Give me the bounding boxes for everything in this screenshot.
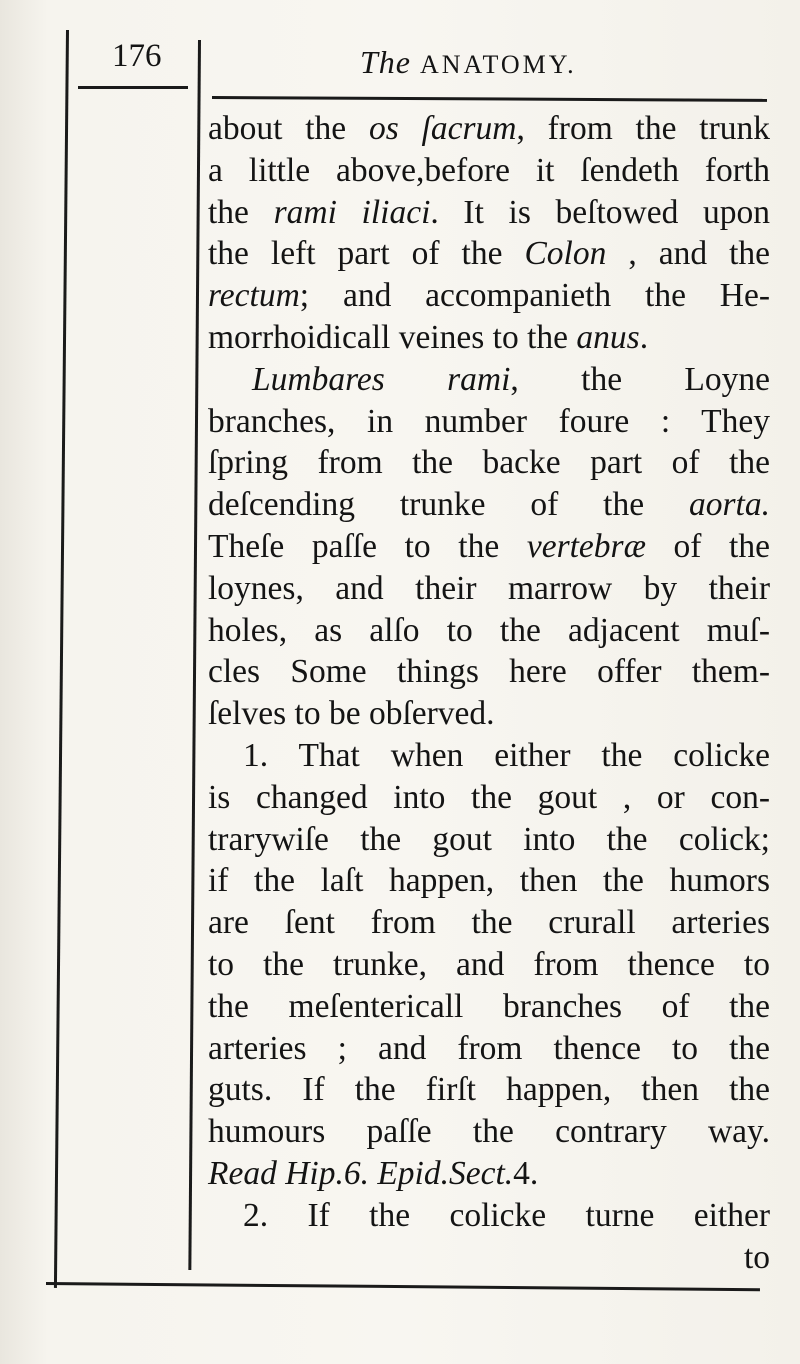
text-line	[208, 150, 770, 192]
italic-text-segment: Read Hip.6. Epid.Sect.	[208, 1154, 514, 1192]
text-segment: trarywiſe the gout into the colick;	[208, 820, 770, 858]
text-segment: a little above,before it ſendeth forth	[208, 151, 770, 189]
text-segment: about the	[208, 110, 369, 147]
text-line	[208, 484, 770, 526]
body-text	[208, 108, 770, 1278]
text-line	[208, 610, 770, 652]
frame-bottom-rule	[46, 1282, 760, 1291]
text-line	[208, 651, 770, 693]
text-line	[208, 777, 770, 819]
text-segment: the	[208, 193, 274, 231]
text-line	[208, 442, 770, 484]
text-segment: the meſentericall branches of the	[208, 987, 770, 1025]
italic-text-segment: os ſacrum	[368, 110, 517, 147]
text-line	[208, 1028, 770, 1070]
text-segment: Theſe paſſe to the	[208, 527, 527, 565]
text-segment: , from the trunk	[516, 110, 770, 147]
text-segment: if the laſt happen, then the humors	[208, 862, 770, 900]
italic-text-segment: vertebræ	[526, 527, 646, 565]
text-segment: cles Some things here offer them-	[208, 653, 770, 691]
text-segment: 4.	[513, 1154, 539, 1192]
text-segment: morrhoidicall veines to the	[208, 318, 577, 356]
italic-text-segment: rectum	[208, 277, 300, 315]
text-segment: holes, as alſo to the adjacent muſ-	[208, 611, 770, 649]
italic-text-segment: anus	[576, 318, 640, 356]
text-line	[208, 860, 770, 902]
text-segment: ; and accompanieth the He-	[299, 277, 770, 315]
text-line	[208, 735, 770, 777]
running-head	[360, 44, 577, 81]
text-line	[208, 1153, 770, 1195]
text-line	[208, 526, 770, 568]
italic-text-segment: Lumbares rami	[252, 360, 511, 398]
running-head-prefix: The	[360, 44, 420, 80]
text-line	[208, 1195, 770, 1237]
text-segment: ſpring from the backe part of the	[208, 444, 770, 482]
text-line	[208, 275, 770, 317]
text-line	[208, 1237, 770, 1279]
margin-column-rule	[188, 40, 201, 1270]
italic-text-segment: aorta.	[689, 486, 770, 524]
text-segment: is changed into the gout , or con-	[208, 778, 770, 816]
text-segment: , and the	[606, 235, 771, 273]
text-segment: to the trunke, and from thence to	[208, 945, 770, 983]
text-segment: 1. That when either the colicke	[243, 736, 770, 774]
text-segment: branches, in number foure : They	[208, 402, 770, 440]
text-line	[208, 317, 770, 359]
frame-left-rule	[54, 30, 69, 1288]
text-line	[208, 359, 770, 401]
italic-text-segment: Colon	[524, 235, 607, 273]
text-line	[208, 401, 770, 443]
text-segment: , the Loyne	[510, 360, 771, 398]
text-line	[208, 819, 770, 861]
text-line	[208, 1111, 770, 1153]
text-line	[208, 1069, 770, 1111]
text-segment: ſelves to be obſerved.	[208, 695, 495, 733]
text-line	[208, 986, 770, 1028]
text-segment: the left part of the	[208, 235, 525, 273]
text-segment: .	[639, 318, 649, 356]
text-line	[208, 693, 770, 735]
text-segment: are ſent from the crurall arteries	[208, 904, 770, 942]
text-line	[208, 568, 770, 610]
text-line	[208, 944, 770, 986]
text-line	[208, 233, 770, 275]
text-segment: 2. If the colicke turne either	[243, 1196, 770, 1234]
text-line	[208, 192, 770, 234]
text-segment: arteries ; and from thence to the	[208, 1029, 770, 1067]
text-segment: . It is beſtowed upon	[430, 193, 770, 231]
italic-text-segment: rami iliaci	[273, 193, 431, 231]
text-line	[208, 902, 770, 944]
header-underline-left	[78, 86, 188, 89]
text-segment: guts. If the firſt happen, then the	[208, 1071, 770, 1109]
running-head-title: ANATOMY.	[420, 50, 577, 79]
text-segment: humours paſſe the contrary way.	[208, 1113, 770, 1151]
text-segment: of the	[645, 527, 770, 565]
text-segment: loynes, and their marrow by their	[208, 569, 770, 607]
text-segment: to	[743, 1238, 770, 1276]
text-segment: deſcending trunke of the	[208, 486, 690, 524]
page-number: 176	[112, 38, 162, 74]
header-underline-main	[212, 96, 767, 102]
text-line	[208, 108, 770, 150]
